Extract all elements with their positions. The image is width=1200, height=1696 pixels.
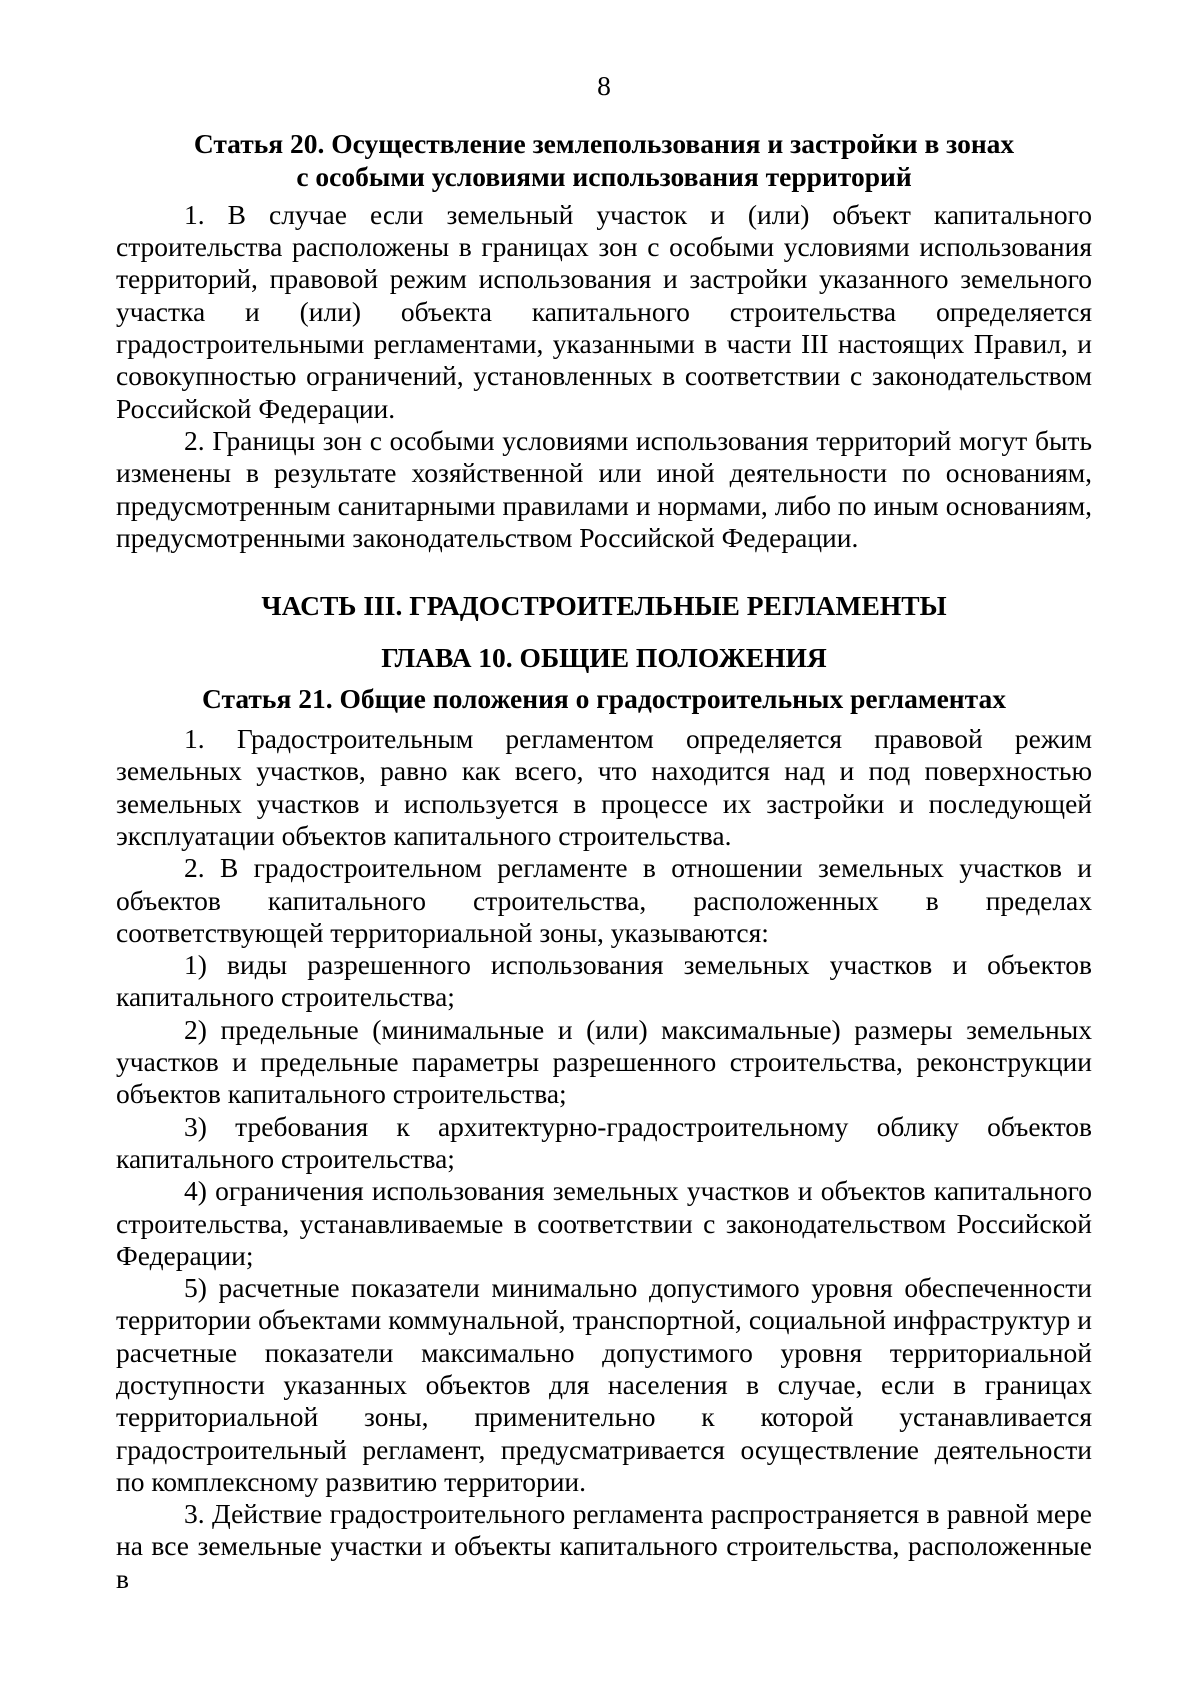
article-21-item-4: 4) ограничения использования земельных участков и объектов капитального строительства, устанавливаемые в соответствии с законодательством Российской Федерации;	[116, 1175, 1092, 1271]
article-21-paragraph-1: 1. Градостроительным регламентом определяется правовой режим земельных участков, равно как всего, что находится над и под поверхностью земельных участков и используется в процессе их застройки и последующей эксплуатации объектов капитального строительства.	[116, 723, 1092, 851]
article-20-title-line-1: Статья 20. Осуществление землепользования и застройки в зонах	[193, 128, 1015, 160]
page-number: 8	[597, 70, 611, 101]
article-20-paragraph-1: 1. В случае если земельный участок и (или) объект капитального строительства расположены в границах зон с особыми условиями использования территорий, правовой режим использования и застройки указанного земельного участка и (или) объекта капитального строительства определяется градостроительными регламентами, указанными в части III настоящих Правил, и совокупностью ограничений, установленных в соответствии с законодательством Российской Федерации.	[116, 198, 1092, 424]
article-21-item-2: 2) предельные (минимальные и (или) максимальные) размеры земельных участков и предельные параметры разрешенного строительства, реконструкции объектов капитального строительства;	[116, 1013, 1092, 1110]
article-21-body	[116, 723, 1092, 1595]
article-21-title: Статья 21. Общие положения о градостроительных регламентах	[202, 682, 1006, 714]
article-21-paragraph-3: 3. Действие градостроительного регламента распространяется в равной мере на все земельные участки и объекты капитального строительства, расположенные в	[116, 1498, 1092, 1594]
article-21-paragraph-2: 2. В градостроительном регламенте в отношении земельных участков и объектов капитального строительства, расположенных в пределах соответствующей территориальной зоны, указываются:	[116, 852, 1092, 948]
article-21-item-5: 5) расчетные показатели минимально допустимого уровня обеспеченности территории объектами коммунальной, транспортной, социальной инфраструктур и расчетные показатели максимально допустимого уровня территориальной доступности указанных объектов для населения в случае, если в границах территориальной зоны, применительно к которой устанавливается градостроительный регламент, предусматривается осуществление деятельности по комплексному развитию территории.	[116, 1272, 1092, 1497]
article-20-title	[116, 128, 1092, 193]
article-20-body	[116, 199, 1092, 554]
article-20-paragraph-2: 2. Границы зон с особыми условиями использования территорий могут быть изменены в результате хозяйственной или иной деятельности по основаниям, предусмотренным санитарными правилами и нормами, либо по иным основаниям, предусмотренными законодательством Российской Федерации.	[116, 424, 1092, 553]
article-20-title-line-2: с особыми условиями использования территорий	[296, 160, 912, 192]
article-21-item-3: 3) требования к архитектурно-градостроительному облику объектов капитального строительства;	[116, 1110, 1092, 1174]
part-title: ЧАСТЬ III. ГРАДОСТРОИТЕЛЬНЫЕ РЕГЛАМЕНТЫ	[261, 590, 947, 622]
chapter-title: ГЛАВА 10. ОБЩИЕ ПОЛОЖЕНИЯ	[381, 642, 827, 674]
article-21-item-1: 1) виды разрешенного использования земельных участков и объектов капитального строительства;	[116, 949, 1092, 1013]
